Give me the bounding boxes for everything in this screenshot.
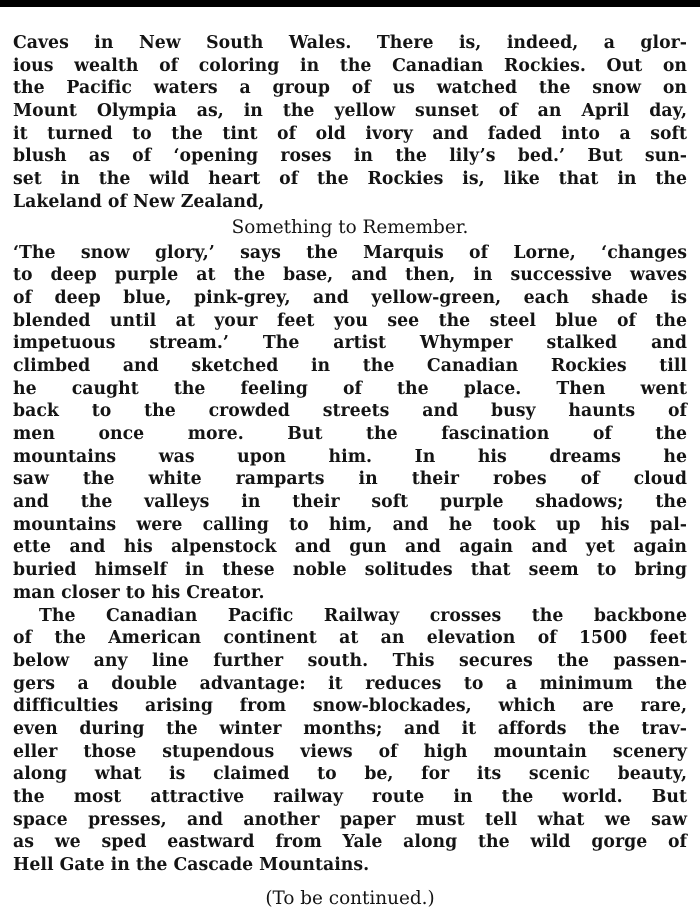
text-line: even during the winter months; and it affords the trav- bbox=[13, 718, 687, 739]
text-line: Lakeland of New Zealand, bbox=[13, 191, 265, 212]
paragraph-2 bbox=[13, 242, 687, 605]
text-line: The Canadian Pacific Railway crosses the backbone bbox=[39, 605, 687, 626]
text-line: to deep purple at the base, and then, in successive waves bbox=[13, 265, 687, 286]
text-line: saw the white ramparts in their robes of cloud bbox=[13, 469, 687, 490]
text-line: ‘The snow glory,’ says the Marquis of Lorne, ‘changes bbox=[13, 242, 687, 263]
article-column bbox=[13, 32, 687, 911]
paragraph-1 bbox=[13, 32, 687, 214]
text-line: the Pacific waters a group of us watched the snow on bbox=[13, 78, 687, 99]
text-line: the most attractive railway route in the world. But bbox=[13, 787, 687, 807]
top-rule bbox=[0, 0, 700, 7]
text-line: gers a double advantage: it reduces to a minimum the bbox=[13, 673, 687, 694]
text-line: along what is claimed to be, for its scenic beauty, bbox=[13, 764, 687, 785]
text-line: climbed and sketched in the Canadian Rockies till bbox=[13, 355, 687, 376]
paragraph-3 bbox=[13, 605, 687, 877]
text-line: back to the crowded streets and busy haunts of bbox=[13, 401, 687, 422]
text-line: difficulties arising from snow-blockades, which are rare, bbox=[13, 696, 687, 717]
continued-note: (To be continued.) bbox=[265, 887, 435, 909]
text-line: men once more. But the fascination of the bbox=[13, 424, 687, 444]
text-line: ette and his alpenstock and gun and again and yet again bbox=[13, 537, 687, 558]
text-line: it turned to the tint of old ivory and faded into a soft bbox=[13, 123, 687, 144]
text-line: mountains was upon him. In his dreams he bbox=[13, 446, 687, 467]
text-line: of deep blue, pink-grey, and yellow-green, each shade is bbox=[13, 287, 687, 308]
text-line: as we sped eastward from Yale along the wild gorge of bbox=[13, 832, 687, 853]
text-line: blended until at your feet you see the steel blue of the bbox=[13, 310, 687, 331]
text-line: space presses, and another paper must tell what we saw bbox=[13, 809, 687, 830]
text-line: mountains were calling to him, and he took up his pal- bbox=[13, 514, 687, 535]
text-line: below any line further south. This secures the passen- bbox=[13, 650, 687, 671]
text-line: eller those stupendous views of high mountain scenery bbox=[13, 741, 687, 762]
text-line: blush as of ‘opening roses in the lily’s bed.’ But sun- bbox=[13, 146, 687, 167]
text-line: buried himself in these noble solitudes that seem to bring bbox=[13, 560, 687, 581]
text-line: Hell Gate in the Cascade Mountains. bbox=[13, 855, 370, 876]
text-line: of the American continent at an elevation of 1500 feet bbox=[13, 628, 687, 649]
text-line: Mount Olympia as, in the yellow sunset of an April day, bbox=[13, 101, 687, 122]
text-line: man closer to his Creator. bbox=[13, 582, 265, 603]
text-line: impetuous stream.’ The artist Whymper stalked and bbox=[13, 333, 687, 354]
text-line: and the valleys in their soft purple shadows; the bbox=[13, 492, 687, 513]
text-line: Caves in New South Wales. There is, indeed, a glor- bbox=[13, 33, 687, 53]
section-heading: Something to Remember. bbox=[231, 216, 469, 238]
text-line: ious wealth of coloring in the Canadian Rockies. Out on bbox=[13, 55, 687, 76]
text-line: set in the wild heart of the Rockies is, like that in the bbox=[13, 169, 687, 190]
text-line: he caught the feeling of the place. Then went bbox=[13, 378, 687, 399]
